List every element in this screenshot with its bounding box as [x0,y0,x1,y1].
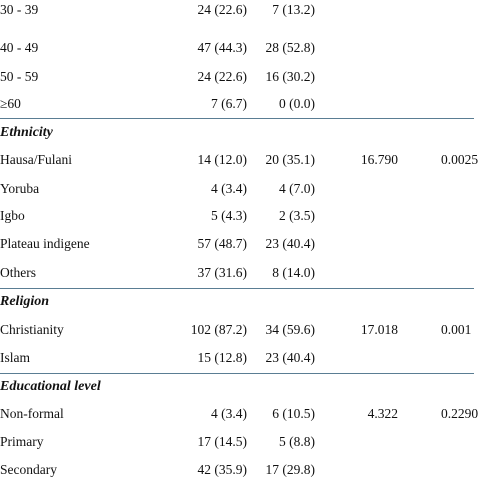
row-label: Non-formal [0,406,64,421]
row-label: ≥60 [0,96,21,111]
group1-value: 5 (4.3) [211,208,247,223]
row-label: 40 - 49 [0,40,39,55]
table-row [0,320,474,340]
group1-value: 14 (12.0) [197,152,247,167]
group1-value: 24 (22.6) [197,2,247,17]
group2-value: 20 (35.1) [265,152,315,167]
group1-value: 47 (44.3) [197,40,247,55]
group2-value: 5 (8.8) [279,434,315,449]
group2-value: 28 (52.8) [265,40,315,55]
table-row [0,460,474,480]
group2-value: 8 (14.0) [272,265,315,280]
row-label: Plateau indigene [0,236,90,251]
group2-value: 23 (40.4) [265,350,315,365]
row-label: Secondary [0,462,57,477]
p-value: 0.001 [441,322,472,337]
group1-value: 7 (6.7) [211,96,247,111]
row-label: Christianity [0,322,64,337]
group1-value: 24 (22.6) [197,69,247,84]
chi-square-value: 17.018 [360,322,398,337]
row-label: Hausa/Fulani [0,152,72,167]
group2-value: 6 (10.5) [272,406,315,421]
chi-square-value: 4.322 [367,406,398,421]
section-heading-ethnicity: Ethnicity [0,125,53,140]
table-row [0,38,474,58]
row-label: Yoruba [0,181,40,196]
section-divider [0,118,474,119]
table-row [0,432,474,452]
table-row [0,0,474,20]
table-row [0,206,474,226]
table-row [0,150,478,170]
group2-value: 7 (13.2) [272,2,315,17]
group1-value: 17 (14.5) [197,434,247,449]
group2-value: 23 (40.4) [265,236,315,251]
section-heading-education: Educational level [0,379,101,394]
table-row [0,179,474,199]
table-row [0,94,474,114]
group2-value: 17 (29.8) [265,462,315,477]
section-divider [0,373,474,374]
group2-value: 0 (0.0) [279,96,315,111]
row-label: 50 - 59 [0,69,39,84]
table-row [0,67,474,87]
row-label: Igbo [0,208,25,223]
group2-value: 4 (7.0) [279,181,315,196]
group1-value: 42 (35.9) [197,462,247,477]
group1-value: 57 (48.7) [197,236,247,251]
section-divider [0,288,474,289]
table-row [0,404,478,424]
group1-value: 4 (3.4) [211,181,247,196]
section-heading-religion: Religion [0,294,50,309]
row-label: 30 - 39 [0,2,39,17]
group2-value: 16 (30.2) [265,69,315,84]
row-label: Islam [0,350,30,365]
group1-value: 37 (31.6) [197,265,247,280]
group1-value: 102 (87.2) [190,322,247,337]
group2-value: 2 (3.5) [279,208,315,223]
table-row [0,234,474,254]
p-value: 0.0025 [441,152,478,167]
group1-value: 4 (3.4) [211,406,247,421]
p-value: 0.2290 [441,406,478,421]
row-label: Primary [0,434,44,449]
chi-square-value: 16.790 [360,152,398,167]
group1-value: 15 (12.8) [197,350,247,365]
table-row [0,263,474,283]
group2-value: 34 (59.6) [265,322,315,337]
table-row [0,348,474,368]
row-label: Others [0,265,36,280]
